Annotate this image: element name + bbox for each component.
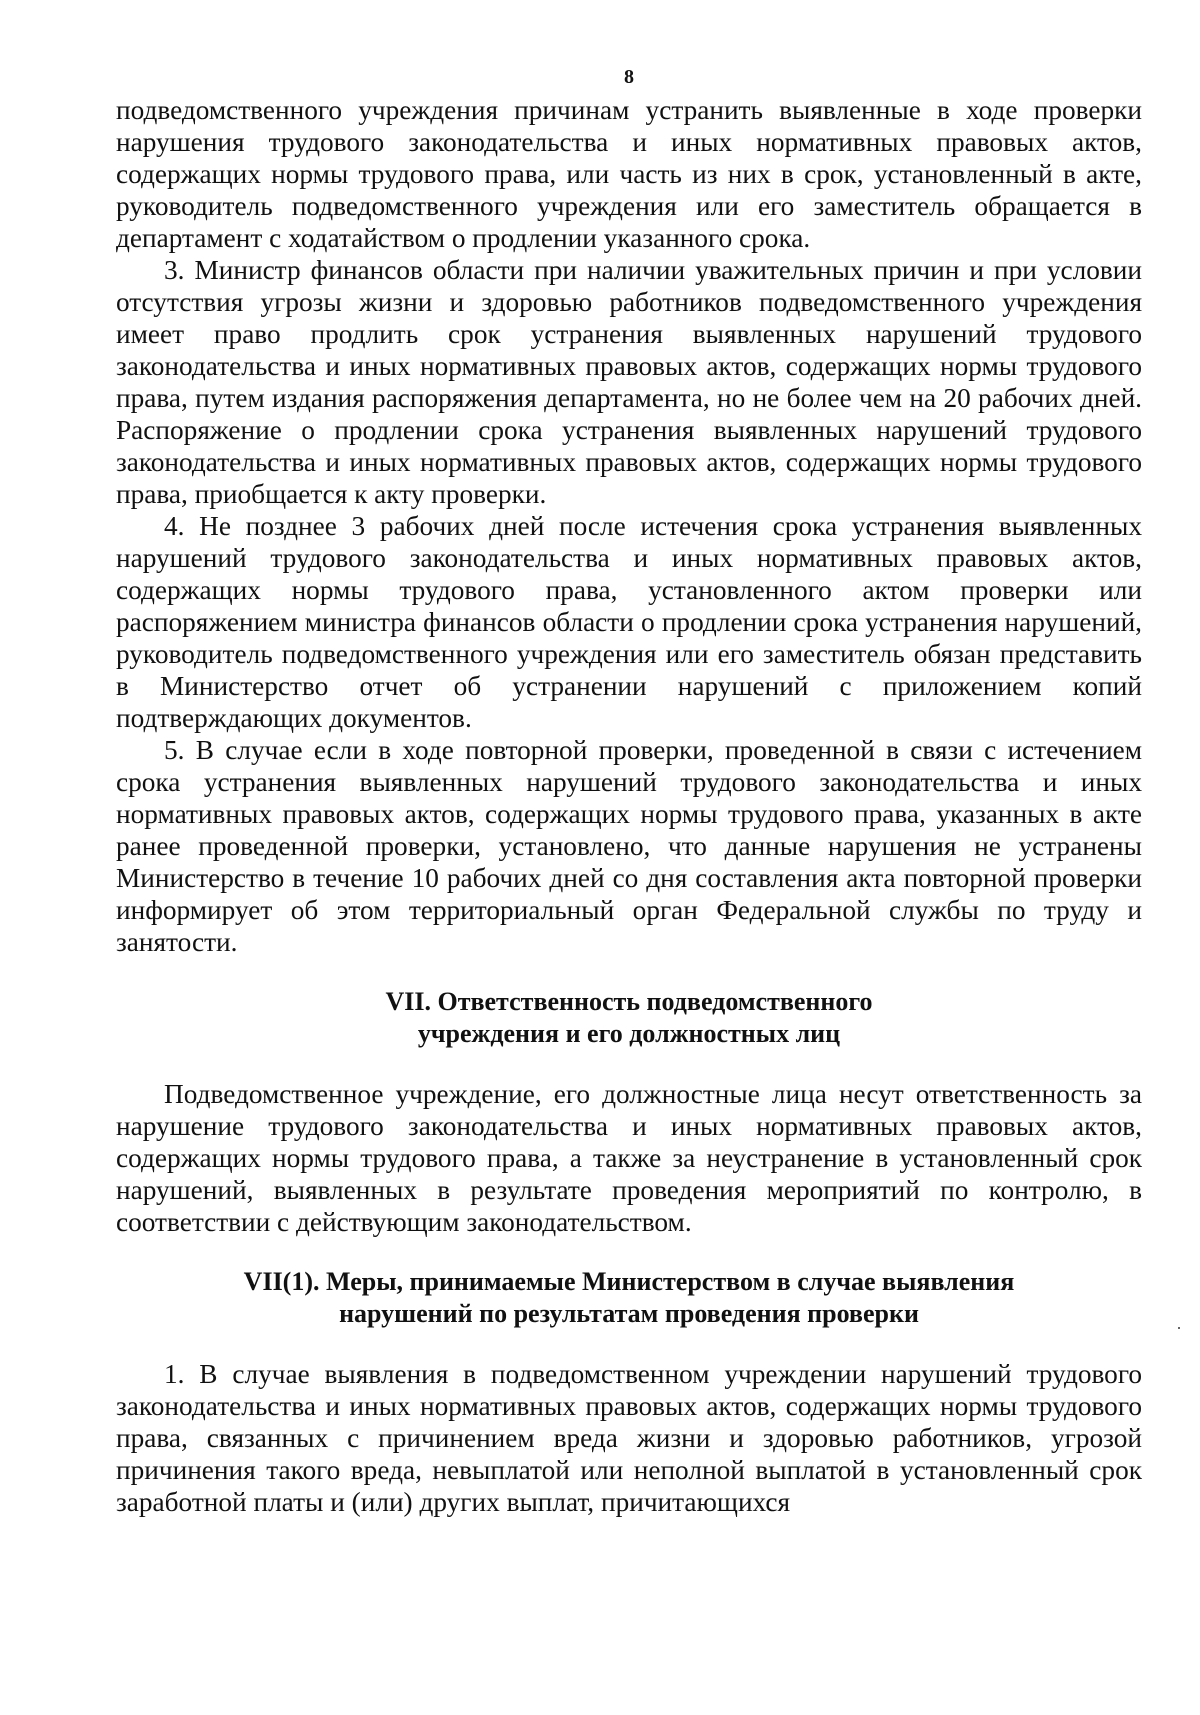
section-7-heading-line-2: учреждения и его должностных лиц <box>417 1019 841 1048</box>
paragraph-continuation: подведомственного учреждения причинам устранить выявленные в ходе проверки нарушения трудового законодательства и иных нормативных правовых актов, содержащих нормы трудового права, или часть из них в срок, установленный в акте, руководитель подведомственного учреждения или его заместитель обращается в департамент с ходатайством о продлении указанного срока. <box>116 95 1142 253</box>
paragraph-item-4: 4. Не позднее 3 рабочих дней после истечения срока устранения выявленных нарушений трудового законодательства и иных нормативных правовых актов, содержащих нормы трудового права, установленного актом проверки или распоряжением министра финансов области о продлении срока устранения нарушений, руководитель подведомственного учреждения или его заместитель обязан представить в Министерство отчет об устранении нарушений с приложением копий подтверждающих документов. <box>116 511 1142 733</box>
paragraph-item-5: 5. В случае если в ходе повторной проверки, проведенной в связи с истечением срока устранения выявленных нарушений трудового законодательства и иных нормативных правовых актов, содержащих нормы трудового права, указанных в акте ранее проведенной проверки, установлено, что данные нарушения не устранены Министерство в течение 10 рабочих дней со дня составления акта повторной проверки информирует об этом территориальный орган Федеральной службы по труду и занятости. <box>116 735 1142 957</box>
page-number: 8 <box>624 66 634 88</box>
page-content <box>116 62 1142 1518</box>
section-7-1-heading-line-1: VII(1). Меры, принимаемые Министерством в случае выявления <box>243 1267 1015 1296</box>
section-7-heading-line-1: VII. Ответственность подведомственного <box>385 987 873 1016</box>
scan-speck <box>1178 1327 1180 1329</box>
section-7-heading <box>116 986 1142 1050</box>
section-7-1-heading-line-2: нарушений по результатам проведения проверки <box>339 1299 919 1328</box>
section-7-paragraph: Подведомственное учреждение, его должностные лица несут ответственность за нарушение трудового законодательства и иных нормативных правовых актов, содержащих нормы трудового права, а также за неустранение в установленный срок нарушений, выявленных в результате проведения мероприятий по контролю, в соответствии с действующим законодательством. <box>116 1079 1142 1237</box>
paragraph-item-3: 3. Министр финансов области при наличии уважительных причин и при условии отсутствия угрозы жизни и здоровью работников подведомственного учреждения имеет право продлить срок устранения выявленных нарушений трудового законодательства и иных нормативных правовых актов, содержащих нормы трудового права, путем издания распоряжения департамента, но не более чем на 20 рабочих дней. Распоряжение о продлении срока устранения выявленных нарушений трудового законодательства и иных нормативных правовых актов, содержащих нормы трудового права, приобщается к акту проверки. <box>116 255 1142 509</box>
section-7-1-paragraph-1: 1. В случае выявления в подведомственном учреждении нарушений трудового законодательства и иных нормативных правовых актов, содержащих нормы трудового права, связанных с причинением вреда жизни и здоровью работников, угрозой причинения такого вреда, невыплатой или неполной выплатой в установленный срок заработной платы и (или) других выплат, причитающихся <box>116 1359 1142 1517</box>
section-7-1-heading <box>116 1266 1142 1330</box>
